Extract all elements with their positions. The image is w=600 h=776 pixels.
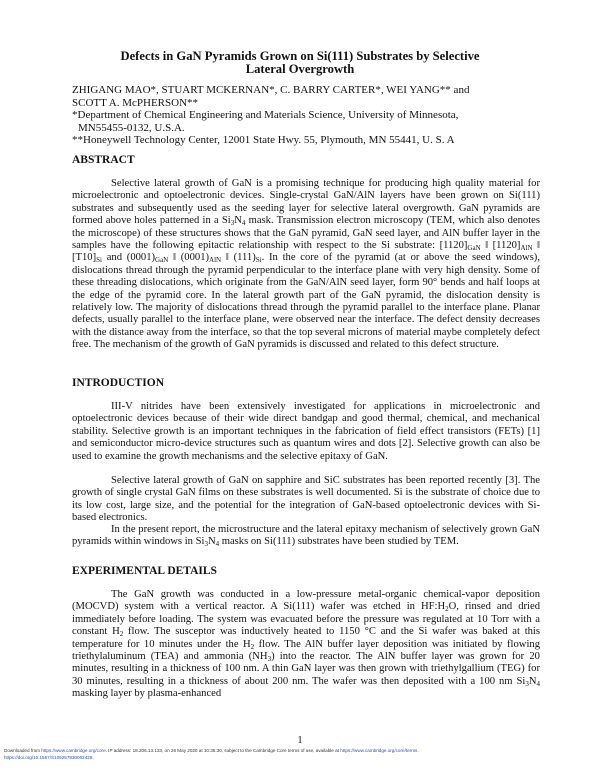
footer-line [4,755,596,762]
authors-line: ZHIGANG MAO*, STUART MCKERNAN*, C. BARRY CARTER*, WEI YANG** and [72,84,470,96]
introduction-heading: INTRODUCTION [72,377,165,389]
experimental-heading: EXPERIMENTAL DETAILS [72,565,217,577]
intro-paragraph-2: Selective lateral growth of GaN on sapphire and SiC substrates has been reported recently [3]. The growth of single crystal GaN films on these substrates is well documented. Si is the substrate of choice due to its low cost, large size, and the potential for the integration of GaN-based optoelectronic devices with Si-based electronics. [72,475,540,524]
intro-paragraph-1: III-V nitrides have been extensively investigated for applications in microelectronic and optoelectronic devices because of their wide direct bandgap and good thermal, chemical, and mechanical stability. Selective growth is an important techniques in the fabrication of field effect transistors (FETs) [1] and semiconductor micro-device structures such as quantum wires and dots [2]. Selective growth can also be used to examine the growth mechanisms and the selective epitaxy of GaN. [72,401,540,462]
title-line: Lateral Overgrowth [245,62,355,76]
paper-title [60,50,540,76]
abstract-heading: ABSTRACT [72,154,135,166]
page-number: 1 [297,735,303,746]
affiliation-2: **Honeywell Technology Center, 12001 State Hwy. 55, Plymouth, MN 55441, U. S. A [72,134,455,146]
intro-paragraph-3: In the present report, the microstructure and the lateral epitaxy mechanism of selectively grown GaN pyramids within windows in $Si_3N_4$ masks on Si(111) substrates have been studied by TEM. [72,524,540,549]
footer-core-link[interactable]: https://www.cambridge.org/core [41,748,106,753]
affiliation-1: *Department of Chemical Engineering and Materials Science, University of Minnesota, [72,109,459,121]
abstract-paragraph: Selective lateral growth of GaN is a promising technique for producing high quality material for microelectronic and optoelectronic devices. Single-crystal GaN/AlN layers have been grown on Si(111) substrates and subsequently used as the seeding layer for selective lateral overgrowth. GaN pyramids are formed above holes patterned in a $Si_3N_4$ mask. Transmission electron microscopy (TEM, which also denotes the microscope) of these structures shows that the GaN pyramid, GaN seed layer, and AlN buffer layer in the samples have the following epitactic relationship with respect to the Si substrate: $[1120]_{GaN}$ ‖ $[1120]_{AlN}$ ‖ $[T10]_{Si}$ and $(0001)_{GaN}$ ‖ $(0001)_{AlN}$ ‖ $(111)_{Si}$. In the core of the pyramid (at or above the seed windows), dislocations thread through the pyramid perpendicular to the interface plane with very high density. Some of these threading dislocations, which originate from the GaN/AlN seed layer, form 90° bends and half loops at the edge of the pyramid core. In the lateral growth part of the GaN pyramid, the dislocation density is relatively low. The majority of dislocations thread through the pyramid parallel to the interface plane. Planar defects, usually parallel to the interface plane, were observed near the interface. The defect density decreases with the distance away from the interface, so that the top several microns of material maybe completely defect free. The mechanism of the growth of GaN pyramids is discussed and related to this defect structure. [72,178,541,351]
footer-doi-link[interactable]: https://doi.org/10.1557/S109257830002428 [4,754,93,760]
authors-line: SCOTT A. McPHERSON** [72,96,199,109]
footer-terms-link[interactable]: https://www.cambridge.org/core/terms [340,748,418,753]
footer-line: Downloaded from https://www.cambridge.org/core. IP address: 18.206.13.133, on 26 May 2020 at 10:35:30, subject to the Cambridge Core terms of use, available at https://www.cambridge.org/core/terms. [4,748,419,753]
author-block [72,84,542,147]
title-line: Defects in GaN Pyramids Grown on Si(111) Substrates by Selective [120,49,480,63]
affiliation-1-cont: MN55455-0132, U.S.A. [78,121,185,134]
experimental-paragraph: The GaN growth was conducted in a low-pressure metal-organic chemical-vapor deposition (MOCVD) system with a vertical reactor. A Si(111) wafer was etched in $HF:H_2O$, rinsed and dried immediately before loading. The system was evacuated before the pressure was regulated at 10 Torr with a constant $H_2$ flow. The susceptor was inductively heated to 1150 °C and the Si wafer was baked at this temperature for 10 minutes under the $H_2$ flow. The AlN buffer layer deposition was initiated by flowing triethylaluminum (TEA) and ammonia $(NH_3)$ into the reactor. The AlN buffer layer was grown for 20 minutes, resulting in a thickness of 100 nm. A thin GaN layer was then grown with triethylgallium (TEG) for 30 minutes, resulting in a thickness of about 200 nm. The wafer was then deposited with a 100 nm $Si_3N_4$ masking layer by plasma-enhanced [72,589,541,700]
download-footer [4,748,596,762]
